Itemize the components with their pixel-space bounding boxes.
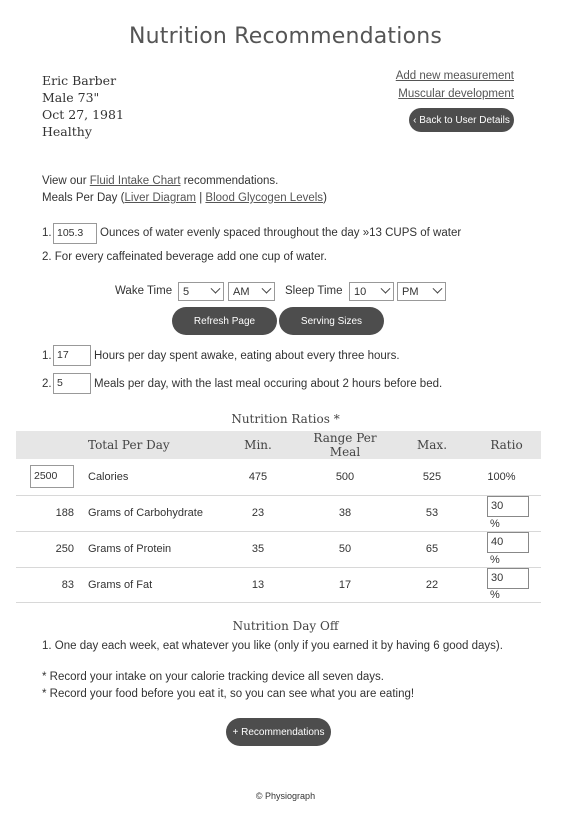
sleep-hour-select[interactable] [349, 282, 394, 301]
row-min: 475 [218, 459, 298, 495]
sleep-time-label: Sleep Time [285, 285, 343, 297]
row-range: 38 [298, 495, 392, 531]
row-range: 50 [298, 531, 392, 567]
link-separator: | [199, 192, 203, 204]
nutrition-day-off-title: Nutrition Day Off [232, 619, 339, 633]
meals-suffix: ) [323, 192, 327, 204]
wake-ampm-select[interactable] [228, 282, 275, 301]
header-min: Min. [218, 431, 298, 459]
row-ratio-cell [472, 495, 541, 531]
meals-prefix: Meals Per Day ( [42, 192, 125, 204]
meals-item-text: Meals per day, with the last meal occuring about 2 hours before bed. [94, 378, 443, 390]
table-row [16, 567, 541, 602]
user-sex-height: Male 73" [42, 90, 100, 105]
header-total-per-day: Total Per Day [88, 431, 218, 459]
table-row [16, 531, 541, 567]
water-item-text: Ounces of water evenly spaced throughout the day »13 CUPS of water [100, 227, 462, 239]
back-to-user-details-button[interactable]: ‹ Back to User Details [409, 108, 514, 132]
add-measurement-link[interactable]: Add new measurement [395, 70, 514, 82]
page-title: Nutrition Recommendations [128, 24, 443, 49]
muscular-development-link[interactable]: Muscular development [398, 88, 514, 100]
table-row [16, 459, 541, 495]
sleep-hour-value: 10 [354, 285, 367, 298]
carbohydrate-ratio-input[interactable]: 30 [487, 496, 529, 517]
meals-per-day-input[interactable]: 5 [53, 373, 91, 394]
user-status: Healthy [42, 124, 92, 139]
chevron-down-icon [211, 284, 221, 294]
awake-item-number: 1. [42, 350, 52, 362]
refresh-page-button[interactable]: Refresh Page [172, 307, 277, 335]
row-ratio-cell [472, 531, 541, 567]
note-calorie-tracking: * Record your intake on your calorie tracking device all seven days. [42, 671, 384, 683]
row-label: Grams of Fat [88, 567, 218, 602]
wake-hour-value: 5 [183, 285, 190, 298]
blood-glycogen-link[interactable]: Blood Glycogen Levels [205, 192, 324, 204]
row-min: 13 [218, 567, 298, 602]
row-ratio-cell [472, 567, 541, 602]
table-row [16, 495, 541, 531]
row-range: 17 [298, 567, 392, 602]
row-total: 250 [16, 531, 88, 567]
nutrition-ratios-table [16, 431, 541, 603]
calories-total-input[interactable]: 2500 [30, 465, 74, 488]
user-dob: Oct 27, 1981 [42, 107, 124, 122]
fluid-view-prefix: View our [42, 175, 87, 187]
row-max: 525 [392, 459, 472, 495]
protein-ratio-input[interactable]: 40 [487, 532, 529, 553]
note-record-food: * Record your food before you eat it, so you can see what you are eating! [42, 688, 415, 700]
chevron-down-icon [381, 284, 391, 294]
row-max: 65 [392, 531, 472, 567]
meals-item-number: 2. [42, 378, 52, 390]
ounces-input[interactable]: 105.3 [53, 223, 97, 244]
row-max: 22 [392, 567, 472, 602]
water-item-number: 1. [42, 227, 52, 239]
header-blank [16, 431, 88, 459]
awake-item-text: Hours per day spent awake, eating about every three hours. [94, 350, 400, 362]
recommendations-button[interactable]: + Recommendations [226, 718, 331, 746]
serving-sizes-button[interactable]: Serving Sizes [279, 307, 384, 335]
header-range-per-meal: Range Per Meal [298, 431, 392, 459]
row-total: 83 [16, 567, 88, 602]
sleep-ampm-value: PM [402, 285, 419, 298]
row-label: Grams of Protein [88, 531, 218, 567]
percent-sign: % [490, 517, 500, 530]
user-name: Eric Barber [42, 73, 117, 88]
row-total: 188 [16, 495, 88, 531]
percent-sign: % [490, 589, 500, 602]
table-header-row [16, 431, 541, 459]
row-range: 500 [298, 459, 392, 495]
row-max: 53 [392, 495, 472, 531]
row-label: Calories [88, 459, 218, 495]
meals-per-day-line [42, 192, 327, 204]
user-info [42, 72, 124, 140]
day-off-item: 1. One day each week, eat whatever you like (only if you earned it by having 6 good days). [42, 640, 503, 652]
fluid-view-suffix: recommendations. [183, 175, 279, 187]
fluid-intake-chart-link[interactable]: Fluid Intake Chart [89, 175, 181, 187]
fat-ratio-input[interactable]: 30 [487, 568, 529, 589]
fluid-intake-line [42, 175, 278, 187]
wake-hour-select[interactable] [178, 282, 224, 301]
caffeine-item-text: 2. For every caffeinated beverage add one cup of water. [42, 251, 327, 263]
percent-sign: % [490, 553, 500, 566]
chevron-down-icon [433, 284, 443, 294]
liver-diagram-link[interactable]: Liver Diagram [124, 192, 197, 204]
chevron-down-icon [262, 284, 272, 294]
row-min: 35 [218, 531, 298, 567]
hours-awake-input[interactable]: 17 [53, 345, 91, 366]
row-label: Grams of Carbohydrate [88, 495, 218, 531]
header-ratio: Ratio [472, 431, 541, 459]
wake-time-label: Wake Time [115, 285, 173, 297]
nutrition-ratios-title: Nutrition Ratios * [231, 412, 340, 426]
sleep-ampm-select[interactable] [397, 282, 446, 301]
header-max: Max. [392, 431, 472, 459]
footer-copyright: © Physiograph [255, 791, 316, 801]
wake-ampm-value: AM [233, 285, 250, 298]
row-ratio: 100% [472, 459, 541, 495]
row-min: 23 [218, 495, 298, 531]
